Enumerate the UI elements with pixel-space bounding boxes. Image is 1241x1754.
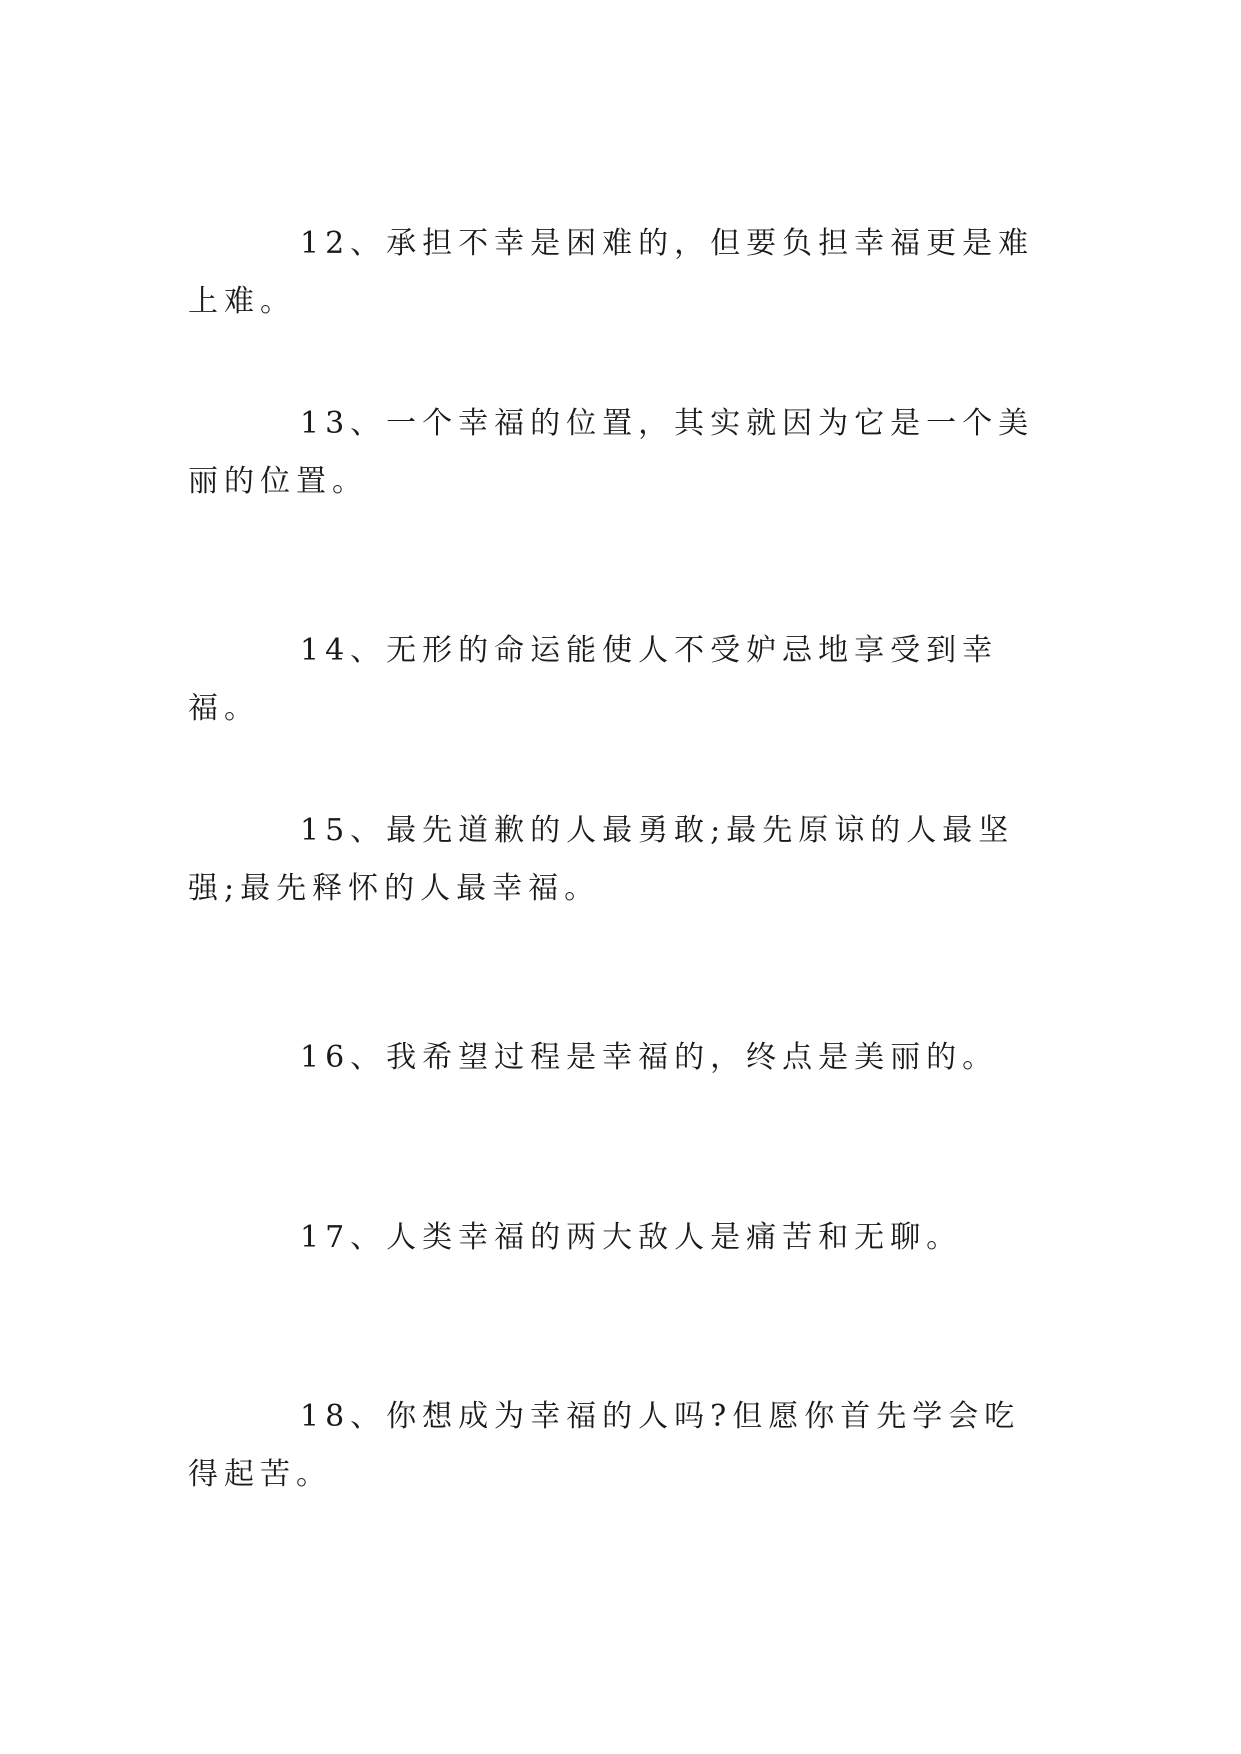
paragraph-15: 15、最先道歉的人最勇敢;最先原谅的人最坚强;最先释怀的人最幸福。: [188, 813, 1015, 906]
paragraph-13: 13、一个幸福的位置，其实就因为它是一个美丽的位置。: [188, 406, 1035, 499]
paragraph-18: 18、你想成为幸福的人吗?但愿你首先学会吃得起苦。: [188, 1399, 1021, 1492]
paragraph-17: 17、人类幸福的两大敌人是痛苦和无聊。: [300, 1220, 963, 1255]
paragraph-12: 12、承担不幸是困难的，但要负担幸福更是难上难。: [188, 226, 1035, 319]
paragraph-16: 16、我希望过程是幸福的，终点是美丽的。: [300, 1040, 999, 1075]
paragraph-14: 14、无形的命运能使人不受妒忌地享受到幸福。: [188, 633, 999, 726]
